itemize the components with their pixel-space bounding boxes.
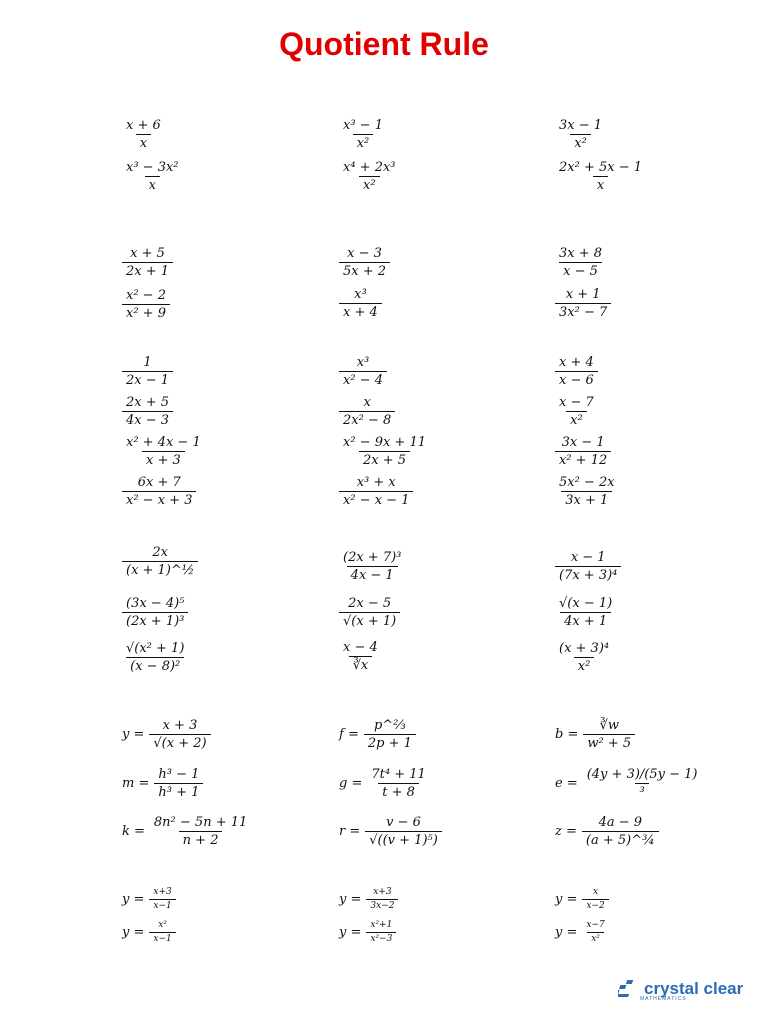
denominator: x + 3 [142, 451, 185, 468]
denominator: (a + 5)^¾ [582, 831, 659, 848]
numerator: x + 5 [130, 246, 165, 261]
denominator: (2x + 1)³ [122, 612, 188, 629]
fraction [149, 887, 175, 912]
numerator: 3x − 1 [561, 435, 605, 450]
expression [555, 887, 609, 912]
fraction [122, 160, 183, 193]
denominator: (7x + 3)⁴ [555, 566, 621, 583]
numerator: x² [158, 920, 167, 930]
fraction [583, 718, 635, 751]
numerator: x+3 [373, 887, 392, 897]
numerator: x+3 [153, 887, 172, 897]
numerator: x² − 9x + 11 [343, 435, 427, 450]
fraction [555, 246, 606, 279]
page-title: Quotient Rule [279, 26, 489, 62]
fraction [555, 355, 598, 388]
fraction [339, 395, 395, 428]
fraction [339, 435, 430, 468]
denominator: 5x + 2 [339, 262, 390, 279]
denominator: x [593, 176, 608, 193]
fraction [555, 118, 606, 151]
expression [339, 887, 398, 912]
expression-lhs: y = [339, 892, 362, 907]
fraction [555, 596, 616, 629]
expression [122, 475, 196, 508]
numerator: x³ [354, 287, 367, 302]
numerator: (4y + 3)/(5y − 1) [586, 767, 698, 782]
denominator: x−1 [149, 899, 175, 912]
numerator: 2x − 5 [348, 596, 392, 611]
numerator: x²+1 [370, 920, 393, 930]
expression [122, 435, 205, 468]
denominator: x² [587, 932, 604, 945]
numerator: 7t⁴ + 11 [371, 767, 426, 782]
expression [122, 920, 176, 945]
numerator: 2x² + 5x − 1 [559, 160, 643, 175]
numerator: v − 6 [386, 815, 421, 830]
denominator: x²−3 [366, 932, 396, 945]
denominator: x + 4 [339, 303, 382, 320]
expression [555, 641, 613, 674]
expression-lhs: k = [122, 824, 145, 839]
denominator: x [145, 176, 160, 193]
fraction [555, 160, 646, 193]
fraction [582, 920, 608, 945]
denominator: 2p + 1 [364, 734, 416, 751]
expression-lhs: y = [555, 925, 578, 940]
numerator: x³ − 3x² [126, 160, 179, 175]
expression-lhs: y = [122, 892, 145, 907]
expression-lhs: r = [339, 824, 361, 839]
expression [555, 395, 598, 428]
denominator: x−2 [582, 899, 608, 912]
fraction [555, 475, 619, 508]
fraction [339, 287, 382, 320]
numerator: √(x² + 1) [126, 641, 185, 656]
expression [339, 550, 405, 583]
expression [122, 395, 173, 428]
expression-lhs: y = [555, 892, 578, 907]
expression [122, 246, 173, 279]
numerator: x⁴ + 2x³ [343, 160, 396, 175]
numerator: x − 7 [559, 395, 594, 410]
denominator: 3x² − 7 [555, 303, 611, 320]
fraction [122, 475, 196, 508]
expression [555, 815, 659, 848]
denominator: √(x + 2) [149, 734, 210, 751]
expression [555, 118, 606, 151]
numerator: x − 4 [343, 640, 378, 655]
expression [122, 160, 183, 193]
denominator: √((v + 1)⁵) [365, 831, 442, 848]
numerator: 3x − 1 [559, 118, 603, 133]
logo-text: crystal clear [644, 978, 744, 998]
fraction [122, 118, 165, 151]
expression-lhs: m = [122, 776, 150, 791]
numerator: x³ + x [356, 475, 396, 490]
numerator: x [593, 887, 599, 897]
fraction [339, 355, 387, 388]
stair-logo-icon [618, 978, 640, 998]
numerator: x² − 2 [126, 288, 166, 303]
numerator: p^⅔ [373, 718, 406, 733]
expression-lhs: b = [555, 727, 579, 742]
denominator: x² [566, 411, 587, 428]
expression [339, 920, 396, 945]
expression [122, 641, 188, 674]
fraction [149, 718, 210, 751]
denominator: x − 5 [559, 262, 602, 279]
fraction [555, 550, 621, 583]
fraction [555, 435, 611, 468]
fraction [367, 767, 429, 800]
denominator: √(x + 1) [339, 612, 400, 629]
numerator: x + 4 [559, 355, 594, 370]
denominator: x² − x − 1 [339, 491, 413, 508]
fraction [149, 920, 175, 945]
numerator: (2x + 7)³ [343, 550, 402, 565]
expression [122, 815, 251, 848]
denominator: 4x − 1 [347, 566, 398, 583]
denominator: x² [570, 134, 591, 151]
numerator: x − 3 [347, 246, 382, 261]
fraction [122, 435, 205, 468]
fraction [555, 287, 611, 320]
expression [555, 435, 611, 468]
expression [339, 596, 400, 629]
expression [339, 287, 382, 320]
expression [339, 815, 442, 848]
expression [122, 596, 188, 629]
numerator: x + 6 [126, 118, 161, 133]
numerator: h³ − 1 [158, 767, 200, 782]
fraction [555, 395, 598, 428]
numerator: 2x [152, 545, 168, 560]
expression [555, 287, 611, 320]
denominator: (x + 1)^½ [122, 561, 198, 578]
fraction [150, 815, 251, 848]
expression-lhs: e = [555, 776, 578, 791]
denominator: ³ [635, 783, 648, 800]
expression [339, 246, 390, 279]
fraction [339, 550, 405, 583]
expression [339, 395, 395, 428]
fraction [366, 887, 398, 912]
expression [555, 475, 619, 508]
denominator: x [136, 134, 151, 151]
denominator: x² − x + 3 [122, 491, 196, 508]
expression [339, 355, 387, 388]
expression-lhs: y = [122, 925, 145, 940]
denominator: n + 2 [179, 831, 223, 848]
crystal-clear-logo [618, 978, 744, 1002]
numerator: (3x − 4)⁵ [126, 596, 185, 611]
denominator: h³ + 1 [154, 783, 203, 800]
expression-lhs: g = [339, 776, 363, 791]
numerator: x³ [356, 355, 370, 370]
numerator: (x + 3)⁴ [559, 641, 610, 656]
numerator: x + 1 [565, 287, 601, 302]
numerator: 4a − 9 [598, 815, 643, 830]
fraction [583, 767, 702, 800]
expression-lhs: y = [339, 925, 362, 940]
expression-lhs: y = [122, 727, 145, 742]
numerator: x³ − 1 [343, 118, 383, 133]
fraction [122, 288, 170, 321]
denominator: t + 8 [378, 783, 419, 800]
fraction [555, 641, 613, 674]
fraction [339, 596, 400, 629]
denominator: 2x + 1 [122, 262, 173, 279]
expression [339, 475, 413, 508]
fraction [122, 355, 173, 388]
denominator: 3x−2 [366, 899, 398, 912]
fraction [339, 640, 382, 673]
fraction [582, 815, 659, 848]
fraction [339, 475, 413, 508]
fraction [339, 246, 390, 279]
denominator: 4x + 1 [560, 612, 611, 629]
expression-lhs: f = [339, 727, 359, 742]
fraction [122, 246, 173, 279]
numerator: 3x + 8 [559, 246, 603, 261]
numerator: 2x + 5 [126, 395, 170, 410]
denominator: x² + 12 [555, 451, 611, 468]
fraction [154, 767, 203, 800]
denominator: 4x − 3 [122, 411, 173, 428]
denominator: 2x + 5 [359, 451, 410, 468]
numerator: 8n² − 5n + 11 [153, 815, 248, 830]
expression-lhs: z = [555, 824, 577, 839]
expression [555, 355, 598, 388]
numerator: 1 [143, 355, 152, 370]
fraction [364, 718, 416, 751]
numerator: x−7 [586, 920, 605, 930]
fraction [366, 920, 396, 945]
expression [122, 887, 176, 912]
expression [339, 435, 430, 468]
denominator: x² − 4 [339, 371, 387, 388]
denominator: 3x + 1 [561, 491, 612, 508]
expression [122, 355, 173, 388]
denominator: w² + 5 [583, 734, 635, 751]
fraction [365, 815, 442, 848]
fraction [339, 160, 400, 193]
expression [555, 767, 701, 800]
denominator: x² [353, 134, 374, 151]
fraction [339, 118, 387, 151]
numerator: x − 1 [570, 550, 606, 565]
denominator: x² + 9 [122, 304, 170, 321]
expression [122, 718, 211, 751]
denominator: 2x² − 8 [339, 411, 395, 428]
denominator: x−1 [149, 932, 175, 945]
expression [339, 160, 400, 193]
expression [122, 288, 170, 321]
fraction [122, 395, 173, 428]
expression [339, 718, 416, 751]
denominator: x² [574, 657, 595, 674]
expression [555, 920, 609, 945]
fraction [122, 596, 188, 629]
numerator: x² + 4x − 1 [126, 435, 201, 450]
expression [555, 160, 646, 193]
expression [555, 718, 635, 751]
fraction [122, 641, 188, 674]
denominator: ∛x [349, 656, 373, 673]
denominator: (x − 8)² [126, 657, 184, 674]
expression [339, 640, 382, 673]
logo-subtext: MATHEMATICS [640, 996, 687, 1002]
fraction [122, 545, 198, 578]
numerator: √(x − 1) [559, 596, 613, 611]
expression [555, 596, 616, 629]
expression [555, 550, 621, 583]
numerator: x + 3 [162, 718, 198, 733]
expression [122, 767, 203, 800]
fraction [582, 887, 608, 912]
expression [122, 118, 165, 151]
expression [122, 545, 198, 578]
numerator: ∛w [599, 718, 619, 733]
expression [339, 118, 387, 151]
numerator: 5x² − 2x [559, 475, 615, 490]
numerator: 6x + 7 [137, 475, 181, 490]
denominator: x − 6 [555, 371, 598, 388]
denominator: x² [359, 176, 380, 193]
expression [555, 246, 606, 279]
numerator: x [363, 395, 371, 410]
expression [339, 767, 430, 800]
denominator: 2x − 1 [122, 371, 173, 388]
